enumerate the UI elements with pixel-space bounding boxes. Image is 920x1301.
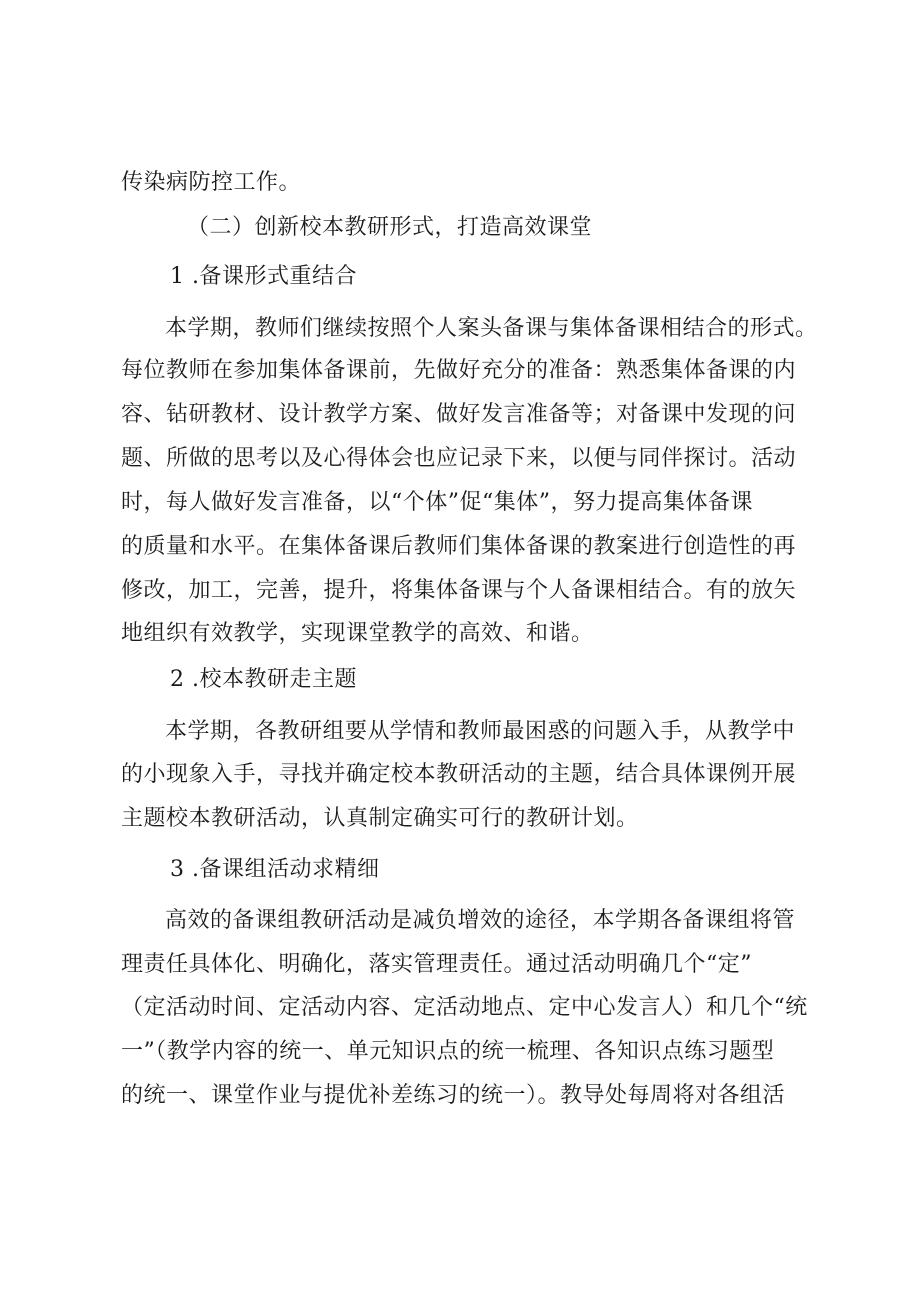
paragraph-line: 地组织有效教学，实现课堂教学的高效、和谐。: [121, 621, 594, 646]
paragraph-line: 的小现象入手，寻找并确定校本教研活动的主题，结合具体课例开展: [121, 762, 797, 787]
paragraph-line: 时，每人做好发言准备，以“个体”促“集体”，努力提高集体备课: [121, 490, 753, 515]
paragraph-line: 容、钻研教材、设计教学方案、做好发言准备等；对备课中发现的问: [121, 402, 797, 427]
paragraph-line: 每位教师在参加集体备课前，先做好充分的准备：熟悉集体备课的内: [121, 358, 797, 383]
paragraph-line: 一”（教学内容的统一、单元知识点的统一梳理、各知识点练习题型: [121, 1039, 775, 1064]
section-heading: （二）创新校本教研形式，打造高效课堂: [187, 215, 593, 240]
subheading-2: 2 .校本教研走主题: [170, 667, 357, 692]
paragraph-line: 的统一、课堂作业与提优补差练习的统一）。教导处每周将对各组活: [121, 1083, 786, 1108]
paragraph-line: 题、所做的思考以及心得体会也应记录下来，以便与同伴探讨。活动: [121, 446, 797, 471]
paragraph-line: （定活动时间、定活动内容、定活动地点、定中心发言人）和几个“统: [121, 995, 808, 1020]
paragraph-line: 本学期，教师们继续按照个人案头备课与集体备课相结合的形式。: [165, 316, 818, 341]
subheading-1: 1 .备课形式重结合: [170, 264, 357, 289]
paragraph-line: 本学期，各教研组要从学情和教师最困惑的问题入手，从教学中: [165, 719, 796, 744]
paragraph-line: 主题校本教研活动，认真制定确实可行的教研计划。: [121, 806, 639, 831]
subheading-3: 3 .备课组活动求精细: [170, 857, 380, 882]
paragraph-line: 高效的备课组教研活动是减负增效的途径，本学期各备课组将管: [165, 908, 796, 933]
paragraph-line: 传染病防控工作。: [121, 170, 302, 195]
paragraph-line: 理责任具体化、明确化，落实管理责任。通过活动明确几个“定”: [121, 952, 752, 977]
paragraph-line: 的质量和水平。在集体备课后教师们集体备课的教案进行创造性的再: [121, 534, 797, 559]
paragraph-line: 修改，加工，完善，提升，将集体备课与个人备课相结合。有的放矢: [121, 578, 797, 603]
